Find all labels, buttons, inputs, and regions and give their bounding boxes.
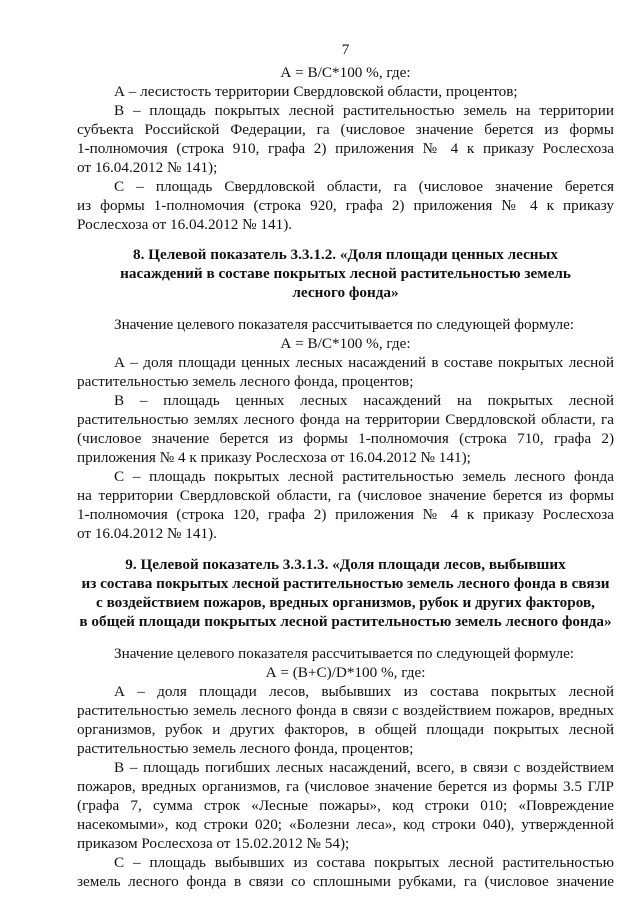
- body-line: приложения № 4 к приказу Рослесхоза от 16.04.2012 № 141);: [77, 449, 471, 467]
- body-line: В – площадь покрытых лесной растительностью земель на территории: [114, 101, 614, 119]
- body-line: растительностью земель лесного фонда в связи с воздействием пожаров, вредных: [77, 702, 614, 720]
- body-line: (графа 7, сумма строк «Лесные пожары», код строки 010; «Повреждение: [77, 797, 614, 815]
- section-heading: 8. Целевой показатель 3.3.1.2. «Доля площади ценных лесных: [132, 246, 559, 264]
- body-line: на территории Свердловской области, га (числовое значение берется из формы: [77, 487, 614, 505]
- body-line: Значение целевого показателя рассчитывается по следующей формуле:: [114, 316, 575, 334]
- body-line: субъекта Российской Федерации, га (числовое значение берется из формы: [77, 120, 614, 138]
- body-line: А – доля площади ценных лесных насаждений в составе покрытых лесной: [114, 354, 614, 372]
- body-line: пожаров, вредных организмов, га (числовое значение берется из формы 3.5 ГЛР: [77, 778, 614, 796]
- body-line: организмов, рубок и других факторов, в общей площади покрытых лесной: [77, 721, 614, 739]
- body-line: С – площадь Свердловской области, га (числовое значение берется: [114, 177, 614, 195]
- section-heading: в общей площади покрытых лесной растительностью земель лесного фонда»: [79, 612, 612, 630]
- body-line: В – площадь погибших лесных насаждений, всего, в связи с воздействием: [114, 759, 614, 777]
- body-line: растительностью землях лесного фонда на территории Свердловской области, га: [77, 411, 614, 429]
- body-line: насекомыми», код строки 020; «Болезни леса», код строки 040), утвержденной: [77, 816, 614, 833]
- section-heading: лесного фонда»: [292, 284, 399, 302]
- body-line: 1-полномочия (строка 120, графа 2) приложения № 4 к приказу Рослесхоза: [77, 506, 614, 524]
- formula-line: А = В/С*100 %, где:: [280, 63, 411, 81]
- formula-line: А = (В+С)/D*100 %, где:: [265, 664, 426, 682]
- section-heading: из состава покрытых лесной растительностью земель лесного фонда в связи: [81, 574, 610, 592]
- body-line: В – площадь ценных лесных насаждений на покрытых лесной: [114, 392, 614, 410]
- body-line: растительностью земель лесного фонда, процентов;: [77, 740, 414, 758]
- body-line: А – лесистость территории Свердловской области, процентов;: [114, 82, 518, 100]
- section-heading: насаждений в составе покрытых лесной растительностью земель: [120, 265, 571, 283]
- body-line: растительностью земель лесного фонда, процентов;: [77, 373, 414, 391]
- body-line: С – площадь выбывших из состава покрытых лесной растительностью: [114, 854, 614, 871]
- body-line: 1-полномочия (строка 910, графа 2) приложения № 4 к приказу Рослесхоза: [77, 139, 614, 157]
- body-line: из формы 1-полномочия (строка 920, графа 2) приложения № 4 к приказу: [77, 196, 614, 214]
- formula-line: А = В/С*100 %, где:: [280, 335, 411, 353]
- body-line: Значение целевого показателя рассчитывается по следующей формуле:: [114, 645, 575, 663]
- body-line: А – доля площади лесов, выбывших из состава покрытых лесной: [114, 683, 614, 701]
- page-number: 7: [341, 41, 350, 58]
- body-line: Рослесхоза от 16.04.2012 № 141).: [77, 215, 293, 233]
- section-heading: 9. Целевой показатель 3.3.1.3. «Доля площади лесов, выбывших: [125, 555, 566, 573]
- body-line: земель лесного фонда в связи со сплошными рубками, га (числовое значение: [77, 873, 614, 890]
- body-line: от 16.04.2012 № 141).: [77, 525, 217, 543]
- section-heading: с воздействием пожаров, вредных организмов, рубок и других факторов,: [96, 593, 595, 611]
- body-line: (числовое значение берется из формы 1-полномочия (строка 710, графа 2): [77, 430, 614, 448]
- body-line: от 16.04.2012 № 141);: [77, 158, 218, 176]
- body-line: С – площадь покрытых лесной растительностью земель лесного фонда: [114, 468, 614, 486]
- body-line: приказом Рослесхоза от 15.02.2012 № 54);: [77, 835, 350, 852]
